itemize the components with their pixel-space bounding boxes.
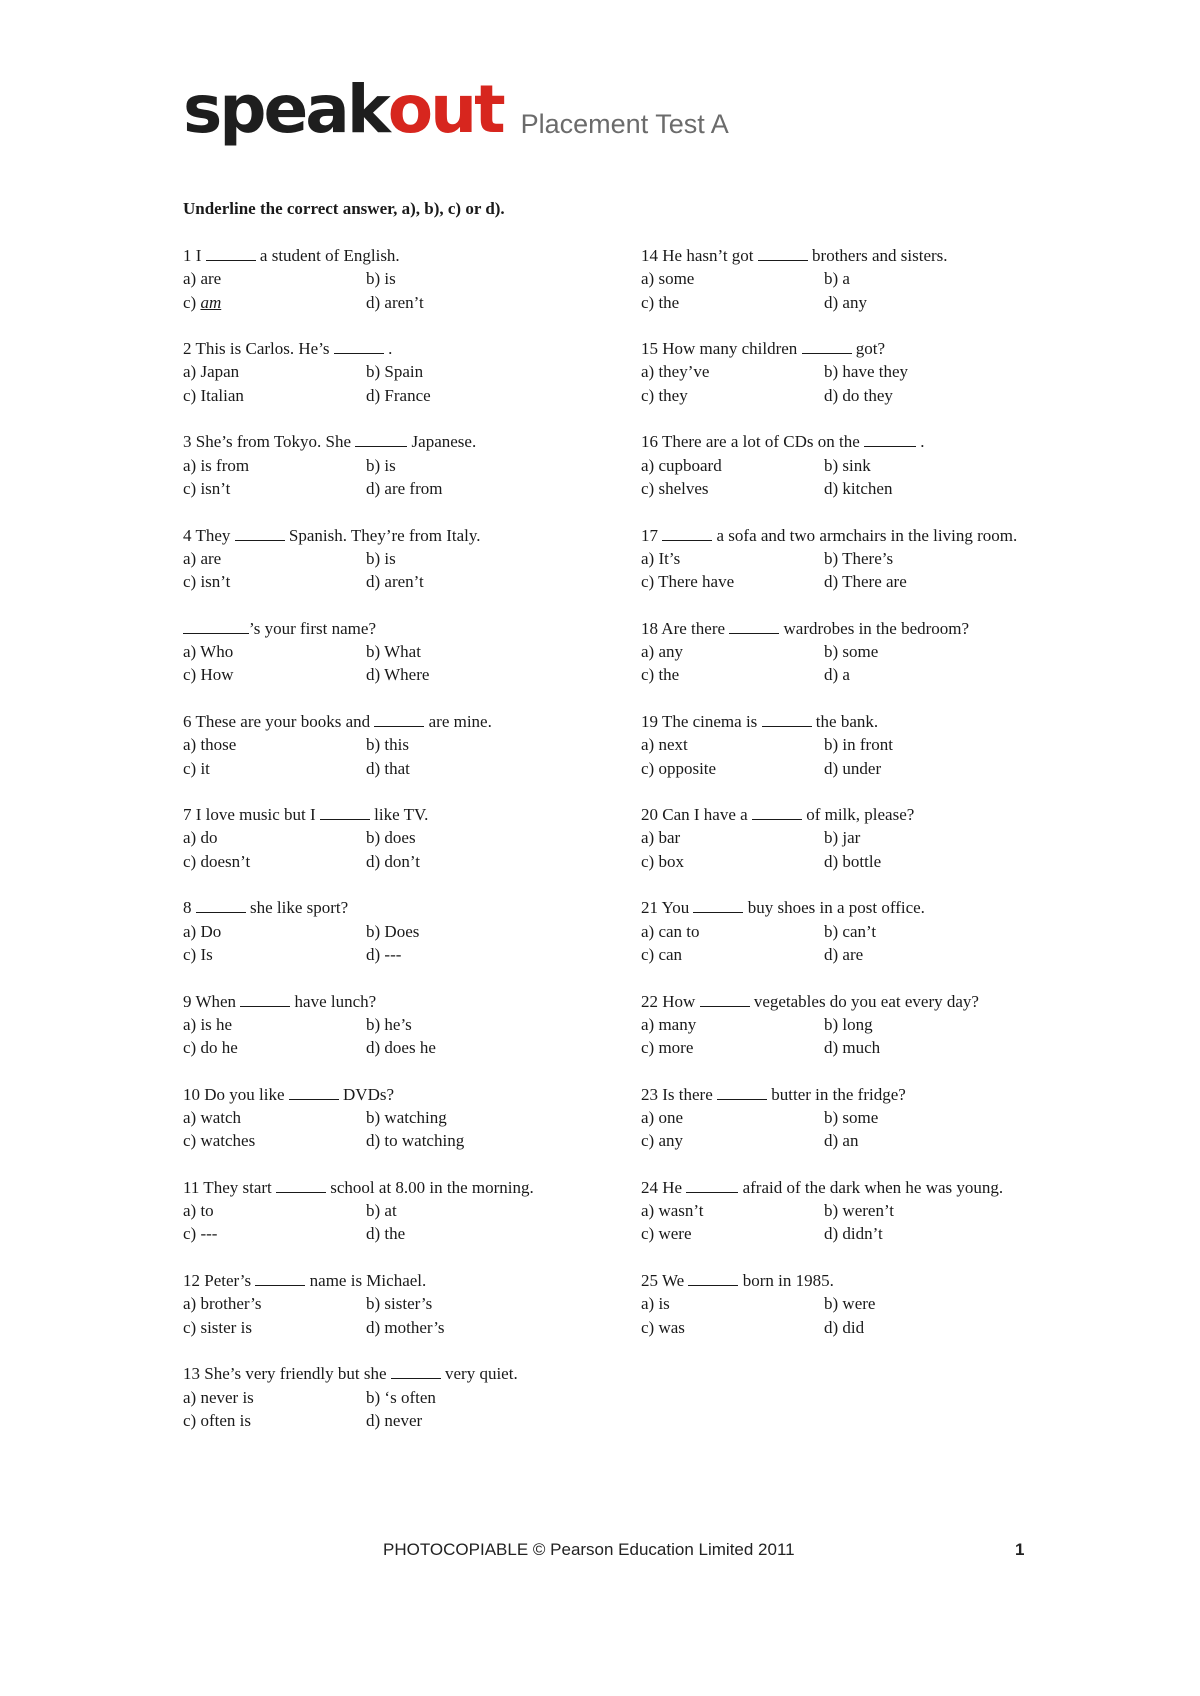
- question-stem: 17 a sofa and two armchairs in the living room.: [641, 525, 1018, 545]
- option-a[interactable]: a) some: [641, 269, 695, 289]
- answer-blank[interactable]: [391, 1364, 441, 1379]
- questions-column-right: [641, 244, 1061, 1362]
- question-20: [641, 803, 1061, 873]
- instruction-text: Underline the correct answer, a), b), c) or d).: [183, 199, 505, 218]
- question-11: [183, 1176, 603, 1246]
- option-b[interactable]: b) Does: [366, 921, 420, 941]
- option-b[interactable]: b) can’t: [824, 921, 877, 941]
- option-d[interactable]: d) under: [824, 758, 882, 778]
- answer-blank[interactable]: [276, 1178, 326, 1193]
- option-c[interactable]: c) were: [641, 1224, 692, 1244]
- option-a[interactable]: a) cupboard: [641, 455, 722, 475]
- answer-blank[interactable]: [206, 246, 256, 261]
- option-c[interactable]: c) was: [641, 1317, 685, 1337]
- question-stem: 18 Are there wardrobes in the bedroom?: [641, 618, 970, 638]
- option-a[interactable]: a) those: [183, 735, 237, 755]
- question-stem: 16 There are a lot of CDs on the .: [641, 432, 925, 452]
- answer-blank[interactable]: [762, 712, 812, 727]
- option-b[interactable]: b) were: [824, 1294, 876, 1314]
- option-d[interactable]: d) are from: [366, 478, 443, 498]
- option-b[interactable]: b) a: [824, 269, 850, 289]
- option-b[interactable]: b) sink: [824, 455, 871, 475]
- question-stem: 6 These are your books and are mine.: [183, 711, 492, 731]
- option-b[interactable]: b) is: [366, 548, 396, 568]
- answer-blank[interactable]: [729, 619, 779, 634]
- option-b[interactable]: b) in front: [824, 735, 893, 755]
- option-d[interactable]: d) much: [824, 1038, 881, 1058]
- option-b[interactable]: b) is: [366, 455, 396, 475]
- option-c[interactable]: c) box: [641, 851, 684, 871]
- answer-blank[interactable]: [686, 1178, 738, 1193]
- option-b[interactable]: b) he’s: [366, 1014, 412, 1034]
- option-c[interactable]: c) any: [641, 1131, 684, 1151]
- option-a[interactable]: a) is he: [183, 1014, 233, 1034]
- option-b[interactable]: b) is: [366, 269, 396, 289]
- answer-blank[interactable]: [758, 246, 808, 261]
- option-a[interactable]: a) is from: [183, 455, 250, 475]
- option-d[interactable]: d) any: [824, 292, 867, 312]
- question-stem: 20 Can I have a of milk, please?: [641, 805, 915, 825]
- answer-blank[interactable]: [700, 992, 750, 1007]
- option-d[interactable]: d) do they: [824, 385, 893, 405]
- option-d[interactable]: d) mother’s: [366, 1317, 445, 1337]
- option-d[interactable]: d) never: [366, 1410, 423, 1430]
- option-a[interactable]: a) It’s: [641, 548, 681, 568]
- question-13: [183, 1362, 603, 1432]
- answer-blank[interactable]: [752, 805, 802, 820]
- option-c[interactable]: c) isn’t: [183, 478, 231, 498]
- question-stem: 3 She’s from Tokyo. She Japanese.: [183, 432, 477, 452]
- question-stem: 25 We born in 1985.: [641, 1271, 834, 1291]
- speakout-logo: [183, 70, 729, 150]
- option-b[interactable]: b) ‘s often: [366, 1387, 436, 1407]
- question-18: [641, 617, 1061, 687]
- option-a[interactable]: a) any: [641, 642, 684, 662]
- option-c[interactable]: c) doesn’t: [183, 851, 251, 871]
- option-b[interactable]: b) weren’t: [824, 1201, 895, 1221]
- option-d[interactable]: d) bottle: [824, 851, 882, 871]
- question-stem: 12 Peter’s name is Michael.: [183, 1271, 427, 1291]
- option-c[interactable]: c) more: [641, 1038, 694, 1058]
- option-a[interactable]: a) watch: [183, 1107, 242, 1127]
- option-a[interactable]: a) are: [183, 548, 222, 568]
- question-1: [183, 244, 603, 314]
- question-stem: 15 How many children got?: [641, 339, 886, 359]
- question-4: [183, 524, 603, 594]
- option-d[interactable]: d) ---: [366, 944, 402, 964]
- question-stem: 13 She’s very friendly but she very quiet.: [183, 1364, 518, 1384]
- question-stem: 23 Is there butter in the fridge?: [641, 1084, 906, 1104]
- answer-blank[interactable]: [864, 432, 916, 447]
- question-stem: 11 They start school at 8.00 in the morning.: [183, 1177, 534, 1197]
- option-d[interactable]: d) to watching: [366, 1131, 465, 1151]
- option-a[interactable]: a) do: [183, 828, 218, 848]
- logo-out-text: out: [387, 71, 503, 148]
- copyright-notice: PHOTOCOPIABLE © Pearson Education Limited 2011: [383, 1540, 795, 1559]
- option-d[interactable]: d) that: [366, 758, 410, 778]
- question-2: [183, 337, 603, 407]
- question-stem: 22 How vegetables do you eat every day?: [641, 991, 979, 1011]
- option-c[interactable]: c) the: [641, 665, 680, 685]
- option-d[interactable]: d) Where: [366, 665, 430, 685]
- option-d[interactable]: d) kitchen: [824, 478, 893, 498]
- answer-blank[interactable]: [334, 339, 384, 354]
- question-24: [641, 1176, 1061, 1246]
- option-d[interactable]: d) a: [824, 665, 850, 685]
- option-d[interactable]: d) There are: [824, 572, 907, 592]
- question-3: [183, 430, 603, 500]
- question-8: [183, 896, 603, 966]
- answer-blank[interactable]: [196, 898, 246, 913]
- question-12: [183, 1269, 603, 1339]
- option-a[interactable]: a) they’ve: [641, 362, 710, 382]
- question-stem: 19 The cinema is the bank.: [641, 711, 879, 731]
- option-c[interactable]: c) am: [183, 292, 222, 312]
- question-6: [183, 710, 603, 780]
- question-10: [183, 1083, 603, 1153]
- option-a[interactable]: a) wasn’t: [641, 1201, 704, 1221]
- selected-answer: am: [200, 292, 222, 312]
- question-stem: 21 You buy shoes in a post office.: [641, 898, 925, 918]
- answer-blank[interactable]: [662, 526, 712, 541]
- question-25: [641, 1269, 1061, 1339]
- option-d[interactable]: d) aren’t: [366, 572, 424, 592]
- option-a[interactable]: a) many: [641, 1014, 697, 1034]
- question-19: [641, 710, 1061, 780]
- page-number: 1: [1015, 1540, 1025, 1559]
- option-a[interactable]: a) Japan: [183, 362, 240, 382]
- option-a[interactable]: a) Do: [183, 921, 222, 941]
- answer-blank[interactable]: [289, 1085, 339, 1100]
- logo-speak-text: speak: [183, 71, 388, 148]
- option-b[interactable]: b) watching: [366, 1107, 447, 1127]
- option-c[interactable]: c) watches: [183, 1131, 256, 1151]
- option-c[interactable]: c) sister is: [183, 1317, 252, 1337]
- questions-column-left: [183, 244, 603, 1455]
- option-a[interactable]: a) can to: [641, 921, 700, 941]
- question-stem: 1 I a student of English.: [183, 246, 400, 265]
- question-22: [641, 990, 1061, 1060]
- option-a[interactable]: a) to: [183, 1201, 214, 1221]
- option-b[interactable]: b) Spain: [366, 362, 424, 382]
- option-c[interactable]: c) There have: [641, 572, 735, 592]
- test-title: Placement Test A: [520, 109, 729, 139]
- question-stem: 10 Do you like DVDs?: [183, 1084, 395, 1104]
- answer-blank[interactable]: [355, 432, 407, 447]
- option-d[interactable]: d) the: [366, 1224, 406, 1244]
- option-a[interactable]: a) bar: [641, 828, 681, 848]
- option-a[interactable]: a) brother’s: [183, 1294, 262, 1314]
- option-c[interactable]: c) isn’t: [183, 572, 231, 592]
- answer-blank[interactable]: [688, 1271, 738, 1286]
- question-7: [183, 803, 603, 873]
- option-a[interactable]: a) Who: [183, 642, 234, 662]
- option-b[interactable]: b) What: [366, 642, 421, 662]
- option-b[interactable]: b) sister’s: [366, 1294, 433, 1314]
- option-d[interactable]: d) didn’t: [824, 1224, 883, 1244]
- option-b[interactable]: b) long: [824, 1014, 873, 1034]
- option-d[interactable]: d) France: [366, 385, 431, 405]
- option-a[interactable]: a) next: [641, 735, 688, 755]
- option-d[interactable]: d) are: [824, 944, 864, 964]
- option-a[interactable]: a) is: [641, 1294, 670, 1314]
- question-stem: 2 This is Carlos. He’s .: [183, 339, 393, 359]
- option-c[interactable]: c) opposite: [641, 758, 717, 778]
- option-c[interactable]: c) they: [641, 385, 688, 405]
- answer-blank[interactable]: [374, 712, 424, 727]
- option-c[interactable]: c) often is: [183, 1410, 251, 1430]
- question-23: [641, 1083, 1061, 1153]
- option-d[interactable]: d) an: [824, 1131, 859, 1151]
- option-b[interactable]: b) There’s: [824, 548, 894, 568]
- question-stem: 8 she like sport?: [183, 898, 349, 918]
- answer-blank[interactable]: [183, 619, 249, 634]
- answer-blank[interactable]: [255, 1271, 305, 1286]
- question-stem: 24 He afraid of the dark when he was young.: [641, 1177, 1004, 1197]
- option-c[interactable]: c) Italian: [183, 385, 244, 405]
- question-stem: ’s your first name?: [183, 617, 603, 640]
- option-c[interactable]: c) it: [183, 758, 210, 778]
- option-d[interactable]: d) aren’t: [366, 292, 424, 312]
- option-c[interactable]: c) do he: [183, 1038, 238, 1058]
- answer-blank[interactable]: [802, 339, 852, 354]
- option-c[interactable]: c) Is: [183, 944, 213, 964]
- option-c[interactable]: c) can: [641, 944, 683, 964]
- option-c[interactable]: c) the: [641, 292, 680, 312]
- option-b[interactable]: b) does: [366, 828, 416, 848]
- option-a[interactable]: a) never is: [183, 1387, 254, 1407]
- question-stem: 9 When have lunch?: [183, 991, 377, 1011]
- option-c[interactable]: c) shelves: [641, 478, 709, 498]
- answer-blank[interactable]: [240, 992, 290, 1007]
- option-b[interactable]: b) have they: [824, 362, 909, 382]
- question-21: [641, 896, 1061, 966]
- question-9: [183, 990, 603, 1060]
- question-stem: 7 I love music but I like TV.: [183, 805, 429, 825]
- option-b[interactable]: b) some: [824, 642, 879, 662]
- question-15: [641, 337, 1061, 407]
- question-14: [641, 244, 1061, 314]
- question-5: [183, 617, 603, 687]
- option-d[interactable]: d) does he: [366, 1038, 436, 1058]
- option-d[interactable]: d) did: [824, 1317, 865, 1337]
- question-16: [641, 430, 1061, 500]
- answer-blank[interactable]: [693, 898, 743, 913]
- question-stem: 4 They Spanish. They’re from Italy.: [183, 525, 481, 545]
- option-b[interactable]: b) this: [366, 735, 409, 755]
- answer-blank[interactable]: [235, 526, 285, 541]
- option-d[interactable]: d) don’t: [366, 851, 420, 871]
- option-a[interactable]: a) are: [183, 269, 222, 289]
- question-stem: 14 He hasn’t got brothers and sisters.: [641, 246, 948, 265]
- answer-blank[interactable]: [320, 805, 370, 820]
- option-b[interactable]: b) jar: [824, 828, 861, 848]
- option-b[interactable]: b) some: [824, 1107, 879, 1127]
- option-c[interactable]: c) ---: [183, 1224, 218, 1244]
- option-b[interactable]: b) at: [366, 1201, 397, 1221]
- question-17: [641, 524, 1061, 594]
- option-c[interactable]: c) How: [183, 665, 234, 685]
- option-a[interactable]: a) one: [641, 1107, 684, 1127]
- answer-blank[interactable]: [717, 1085, 767, 1100]
